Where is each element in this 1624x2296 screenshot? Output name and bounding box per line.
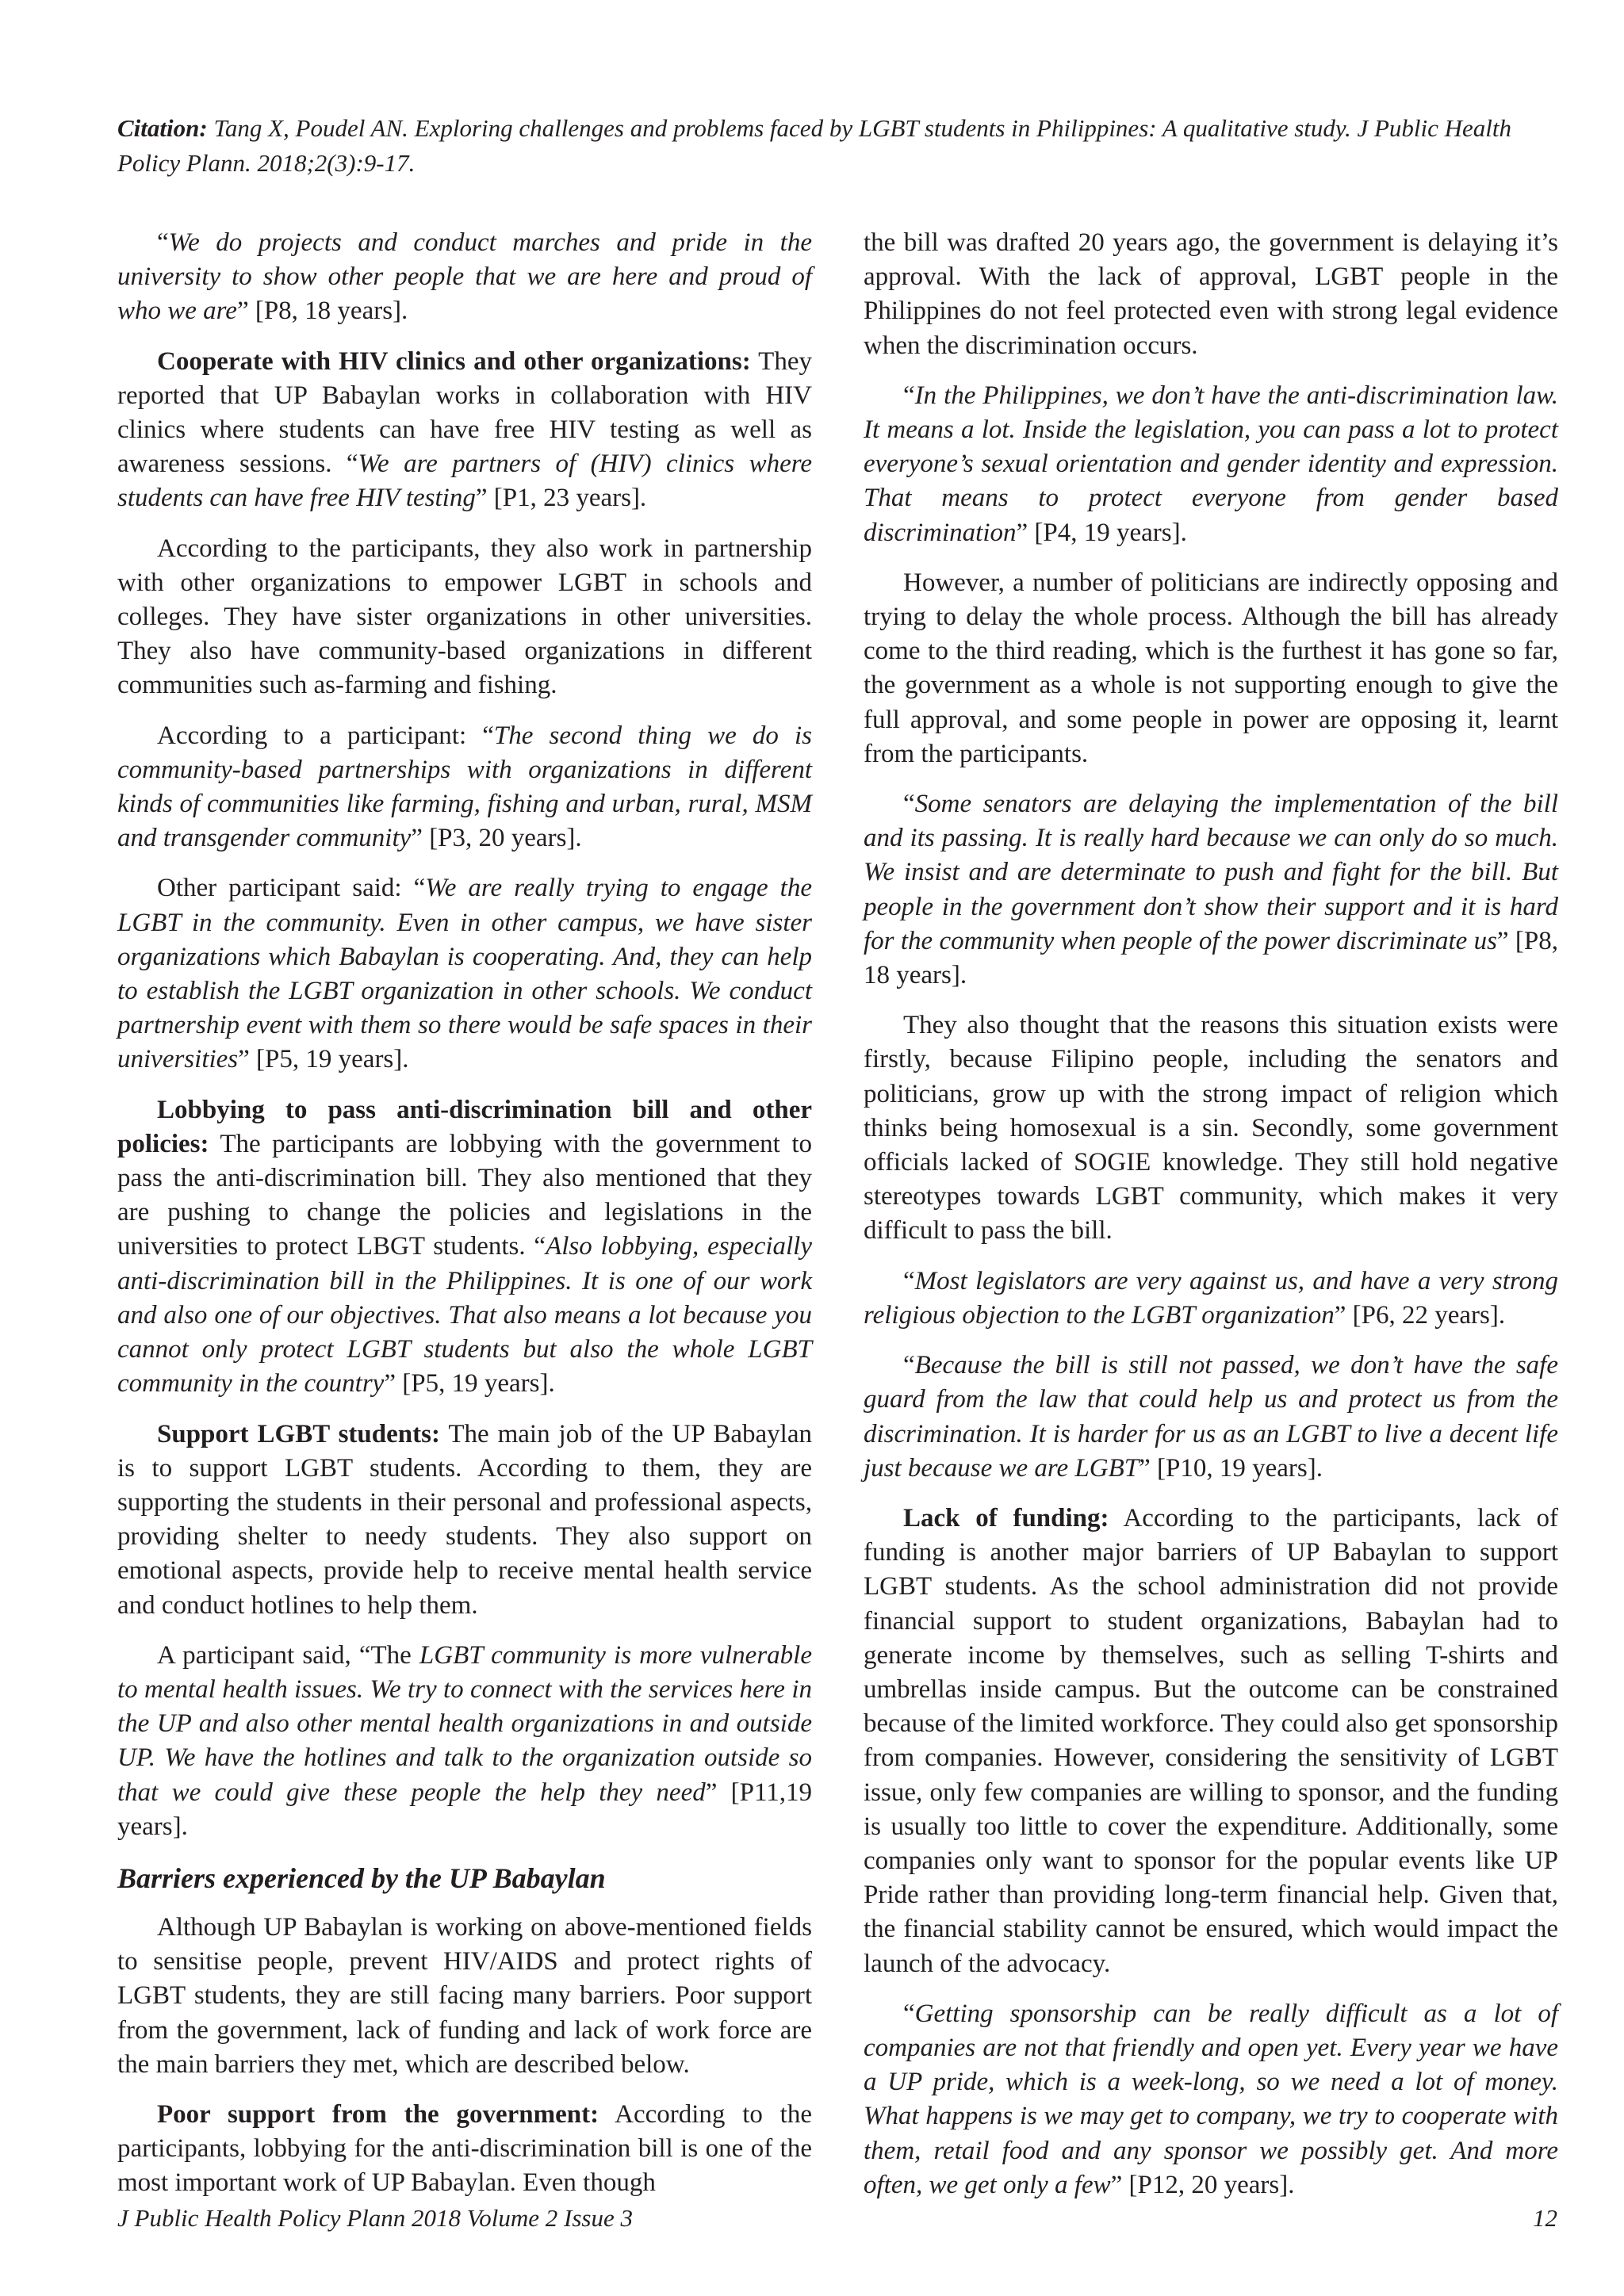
paragraph: Other participant said: “We are really trying to engage the LGBT in the community. Even in other campus, we have sister organizations which Babaylan is cooperating. And, they can help to establish the LGBT organization in other schools. We conduct partnership event with them so there would be safe spaces in their universities” [P5, 19 years]. — [117, 874, 812, 1074]
paragraph: Lobbying to pass anti-discrimination bill and other policies: The participants are lobbying with the government to pass the anti-discrimination bill. They also mentioned that they are pushing to change the policies and legislations in the universities to protect LBGT students. “Also lobbying, especially anti-discrimination bill in the Philippines. It is one of our work and also one of our objectives. That also means a lot because you cannot only protect LGBT students but also the whole LGBT community in the country” [P5, 19 years]. — [117, 1095, 812, 1399]
paragraph: Cooperate with HIV clinics and other organizations: They reported that UP Babaylan works in collaboration with HIV clinics where students can have free HIV testing as well as awareness sessions. “We are partners of (HIV) clinics where students can have free HIV testing” [P1, 23 years]. — [117, 346, 812, 513]
paragraph: “Some senators are delaying the implementation of the bill and its passing. It is really hard because we can only do so much. We insist and are determinate to push and fight for the bill. But people in the government don’t show their support and it is hard for the community when people of the power discriminate us” [P8, 18 years]. — [864, 790, 1558, 990]
citation-text: Tang X, Poudel AN. Exploring challenges and problems faced by LGBT students in Philippines: A qualitative study. J Public Health Policy Plann. 2018;2(3):9-17. — [117, 114, 1512, 177]
paragraph: According to the participants, they also work in partnership with other organizations to empower LGBT in schools and colleges. They have sister organizations in other universities. They also have community-based organizations in different communities such as-farming and fishing. — [117, 534, 812, 700]
paragraph: Although UP Babaylan is working on above-mentioned fields to sensitise people, prevent HIV/AIDS and protect rights of LGBT students, they are still facing many barriers. Poor support from the government, lack of funding and lack of work force are the main barriers they met, which are described below. — [117, 1912, 812, 2079]
paragraph: “Most legislators are very against us, and have a very strong religious objection to the LGBT organization” [P6, 22 years]. — [864, 1266, 1558, 1330]
paragraph: the bill was drafted 20 years ago, the government is delaying it’s approval. With the lack of approval, LGBT people in the Philippines do not feel protected even with strong legal evidence when the discrimination occurs. — [864, 228, 1558, 360]
citation-label: Citation: — [117, 114, 208, 142]
paragraph: “Because the bill is still not passed, we don’t have the safe guard from the law that could help us and protect us from the discrimination. It is harder for us as an LGBT to live a decent life just because we are LGBT” [P10, 19 years]. — [864, 1351, 1558, 1483]
paragraph: Poor support from the government: According to the participants, lobbying for the anti-discrimination bill is one of the most important work of UP Babaylan. Even though — [117, 2099, 812, 2198]
paragraph: A participant said, “The LGBT community is more vulnerable to mental health issues. We try to connect with the services here in the UP and also other mental health organizations in and outside UP. We have the hotlines and talk to the organization outside so that we could give these people the help they need” [P11,19 years]. — [117, 1640, 813, 1841]
paragraph: Lack of funding: According to the participants, lack of funding is another major barriers of UP Babaylan to support LGBT students. As the school administration did not provide financial support to student organizations, Babaylan had to generate income by themselves, such as selling T-shirts and umbrellas inside campus. But the outcome can be constrained because of the limited workforce. They could also get sponsorship from companies. However, considering the sensitivity of LGBT issue, only few companies are willing to sponsor, and the funding is usually too little to cover the expenditure. Additionally, some companies only want to sponsor for the popular events like UP Pride rather than providing long-term financial help. Given that, the financial stability cannot be ensured, which would impact the launch of the advocacy. — [864, 1503, 1558, 1978]
paragraph: They also thought that the reasons this situation exists were firstly, because Filipino people, including the senators and politicians, grow up with the strong impact of religion which thinks being homosexual is a sin. Secondly, some government officials lacked of SOGIE knowledge. They still hold negative stereotypes towards LGBT community, which makes it very difficult to pass the bill. — [864, 1011, 1558, 1246]
paragraph: “In the Philippines, we don’t have the anti-discrimination law. It means a lot. Inside the legislation, you can pass a lot to protect everyone’s sexual orientation and gender identity and expression. That means to protect everyone from gender based discrimination” [P4, 19 years]. — [864, 381, 1558, 547]
paragraph: Support LGBT students: The main job of the UP Babaylan is to support LGBT students. According to them, they are supporting the students in their personal and professional aspects, providing shelter to needy students. They also support on emotional aspects, provide help to receive mental health service and conduct hotlines to help them. — [117, 1419, 812, 1620]
paragraph: “Getting sponsorship can be really difficult as a lot of companies are not that friendly and open yet. Every year we have a UP pride, which is a week-long, so we need a lot of money. What happens is we may get to company, we try to cooperate with them, retail food and any sponsor we possibly get. And more often, we get only a few” [P12, 20 years]. — [864, 1999, 1558, 2199]
left-column — [117, 226, 812, 2217]
paragraph: “We do projects and conduct marches and pride in the university to show other people that we are here and proud of who we are” [P8, 18 years]. — [117, 228, 812, 326]
footer-journal: J Public Health Policy Plann 2018 Volume 2 Issue 3 — [117, 2204, 634, 2232]
citation — [117, 111, 1561, 181]
section-heading: Barriers experienced by the UP Babaylan — [117, 1862, 606, 1894]
paragraph: According to a participant: “The second thing we do is community-based partnerships with organizations in different kinds of communities like farming, fishing and urban, rural, MSM and transgender community” [P3, 20 years]. — [117, 721, 812, 853]
paragraph: However, a number of politicians are indirectly opposing and trying to delay the whole process. Although the bill has already come to the third reading, which is the furthest it has gone so far, the government as a whole is not supporting enough to give the full approval, and some people in power are opposing it, learnt from the participants. — [864, 568, 1558, 768]
right-column — [864, 226, 1558, 2218]
page-number: 12 — [1533, 2204, 1557, 2232]
